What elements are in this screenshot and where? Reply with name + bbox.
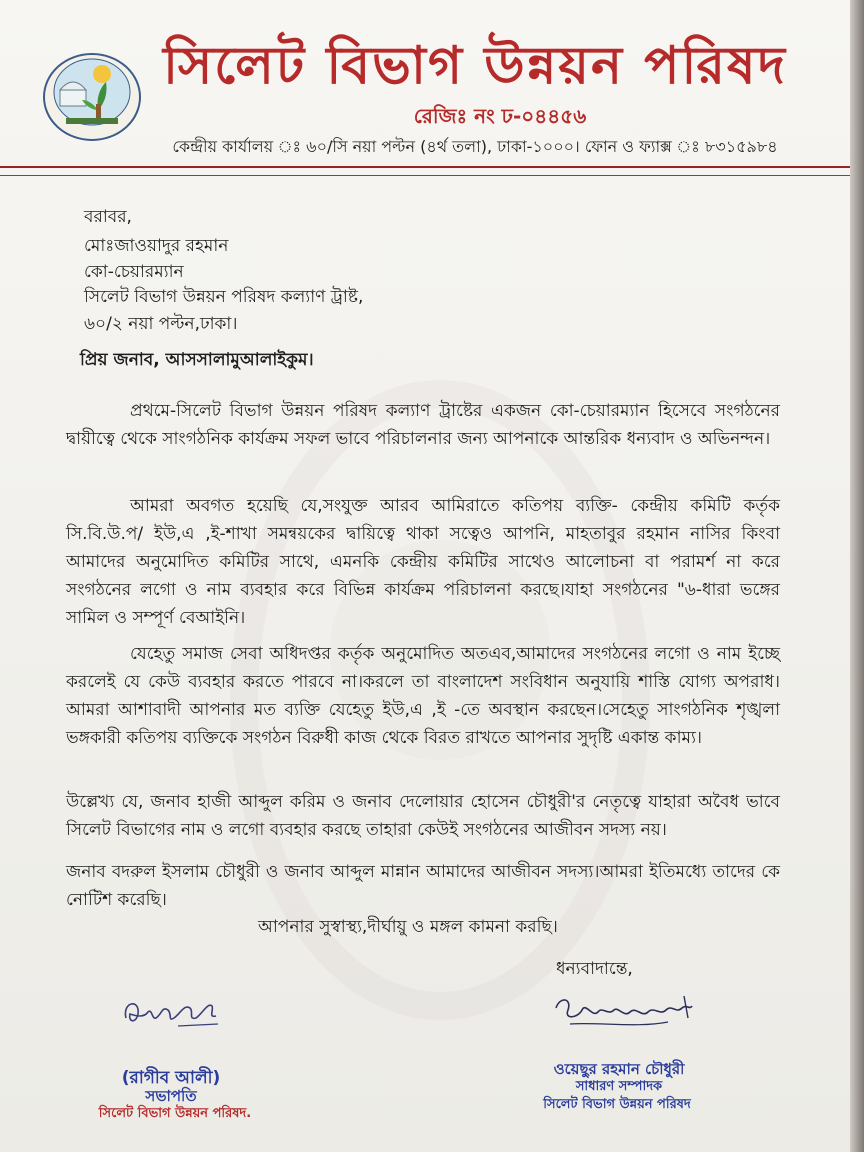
organization-title: সিলেট বিভাগ উন্নয়ন পরিষদ: [163, 36, 787, 96]
right-signatory-title: সাধারণ সম্পাদক: [575, 1079, 663, 1094]
page-edge-shadow: [850, 0, 864, 1152]
good-wishes: আপনার সুস্বাস্থ্য,দীর্ঘায়ু ও মঙ্গল কামনা করছি।: [258, 917, 558, 937]
organization-logo: [42, 52, 142, 142]
greeting: প্রিয় জনাব, আসসালামুআলাইকুম।: [80, 350, 314, 370]
paragraph-4: উল্লেখ্য যে, জনাব হাজী আব্দুল করিম ও জনাব দেলোয়ার হোসেন চৌধুরী'র নেতৃত্বে যাহারা অবৈধ ভাবে সিলেট বিভাগের নাম ও লগো ব্যবহার করছে তাহারা কেউই সংগঠনের আজীবন সদস্য নয়।: [66, 792, 780, 840]
registration-number: রেজিঃ নং ঢ-০৪৪৫৬: [413, 104, 587, 128]
left-signature: [118, 988, 228, 1036]
left-signatory-org: সিলেট বিভাগ উন্নয়ন পরিষদ.: [98, 1106, 252, 1121]
paragraph-5: জনাব বদরুল ইসলাম চৌধুরী ও জনাব আব্দুল মান্নান আমাদের আজীবন সদস্য।আমরা ইতিমধ্যে তাদের কে নোটিশ করেছি।: [66, 862, 780, 910]
closing: ধন্যবাদান্তে,: [556, 959, 633, 979]
right-signatory-name: ওয়েছুর রহমান চৌধুরী: [553, 1060, 685, 1078]
paragraph-1: প্রথমে-সিলেট বিভাগ উন্নয়ন পরিষদ কল্যাণ ট্রাষ্টের একজন কো-চেয়ারম্যান হিসেবে সংগঠনের দ্বায়ীত্বে থেকে সাংগঠনিক কার্যক্রম সফল ভাবে পরিচালনার জন্য আপনাকে আন্তরিক ধন্যবাদ ও অভিনন্দন।: [66, 401, 780, 449]
header-rule-bottom: [0, 175, 850, 176]
paragraph-2: আমরা অবগত হয়েছি যে,সংযুক্ত আরব আমিরাতে কতিপয় ব্যক্তি- কেন্দ্রীয় কমিটি কর্তৃক সি.বি.উ.প/ ইউ,এ ,ই-শাখা সমন্বয়কের দ্বায়িত্বে থাকা সত্বেও আপনি, মাহতাবুর রহমান নাসির কিংবা আমাদের অনুমোদিত কমিটির সাথে, এমনকি কেন্দ্রীয় কমিটির সাথেও আলোচনা বা পরামর্শ না করে সংগঠনের লগো ও নাম ব্যবহার করে বিভিন্ন কার্যক্রম পরিচালনা করছে।যাহা সংগঠনের "৬-ধারা ভঙ্গের সামিল ও সম্পূর্ণ বেআইনি।: [66, 496, 780, 628]
recipient-designation: কো-চেয়ারম্যান: [84, 262, 184, 282]
recipient-address: ৬০/২ নয়া পল্টন,ঢাকা।: [84, 314, 238, 334]
left-signatory-title: সভাপতি: [145, 1087, 197, 1105]
paragraph-3: যেহেতু সমাজ সেবা অধিদপ্তর কর্তৃক অনুমোদিত অতএব,আমাদের সংগঠনের লগো ও নাম ইচ্ছে করলেই যে কেউ ব্যবহার করতে পারবে না।করলে তা বাংলাদেশ সংবিধান অনুযায়ি শাস্তি যোগ্য অপরাধ।আমরা আশাবাদী আপনার মত ব্যক্তি যেহেতু ইউ,এ ,ই -তে অবস্থান করছেন।সেহেতু সাংগঠনিক শৃঙ্খলা ভঙ্গকারী কতিপয় ব্যক্তিকে সংগঠন বিরুধী কাজ থেকে বিরত রাখতে আপনার সুদৃষ্টি একান্ত কাম্য।: [66, 644, 780, 748]
recipient-organization: সিলেট বিভাগ উন্নয়ন পরিষদ কল্যাণ ট্রাষ্ট,: [84, 287, 364, 307]
right-signatory-org: সিলেট বিভাগ উন্নয়ন পরিষদ: [543, 1097, 691, 1112]
right-signature: [548, 988, 698, 1036]
recipient-to: বরাবর,: [84, 207, 132, 227]
header-rule-top: [0, 166, 850, 168]
recipient-name: মোঃজাওয়াদুর রহমান: [84, 236, 229, 256]
office-address: কেন্দ্রীয় কার্যালয় ঃ ৬০/সি নয়া পল্টন (৪র্থ তলা), ঢাকা-১০০০। ফোন ও ফ্যাক্স ঃ ৮৩১৫৯৮৪: [172, 137, 778, 156]
left-signatory-name: (রাগীব আলী): [121, 1068, 221, 1088]
